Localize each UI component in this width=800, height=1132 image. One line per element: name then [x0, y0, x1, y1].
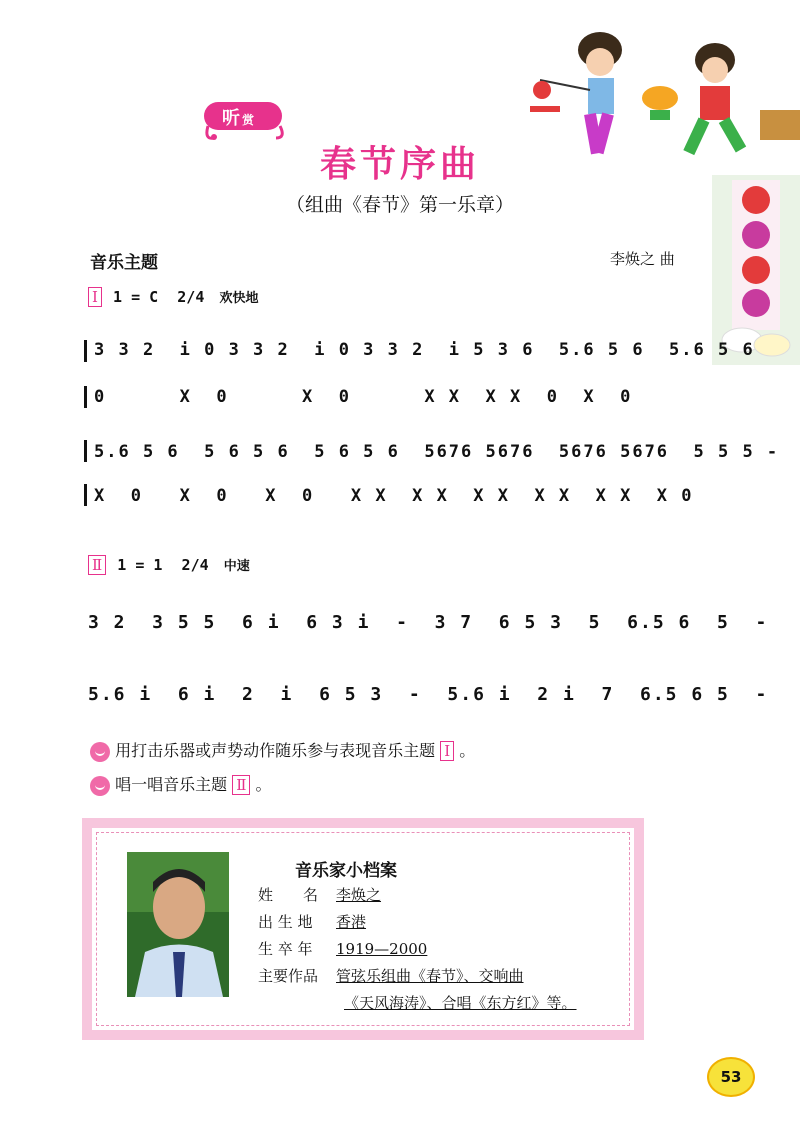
profile-row-birthplace	[258, 911, 366, 932]
barline	[84, 440, 87, 462]
composer-credit: 李焕之 曲	[610, 250, 675, 268]
rhythm-row-2: X 0 X 0 X 0 X X X X X X X X X X X 0	[94, 486, 694, 506]
profile-row-works	[258, 965, 524, 986]
children-illustration	[530, 30, 800, 170]
section-one-meter: 2/4	[177, 288, 205, 306]
instruction-1	[90, 738, 475, 762]
profile-works-continued	[344, 992, 577, 1013]
section-two-tempo: 中速	[223, 559, 250, 574]
section-two-meter: 2/4	[181, 556, 209, 574]
smiley-icon	[90, 776, 110, 796]
profile-value: 《天风海涛》、合唱《东方红》等。	[344, 994, 577, 1012]
instruction-1-mark: Ⅰ	[440, 741, 454, 761]
instruction-1-text: 用打击乐器或声势动作随乐参与表现音乐主题	[115, 741, 436, 760]
section-one-key: 1 = C	[113, 288, 159, 306]
section-one-mark: Ⅰ	[88, 287, 102, 307]
notation-row-2: 5.6 5 6 5 6 5 6 5 6 5 6 5676 5676 5676 5676 5 5 5 -	[94, 442, 780, 462]
profile-label: 出 生 地	[258, 913, 313, 931]
barline	[84, 484, 87, 506]
profile-value: 管弦乐组曲《春节》、交响曲	[336, 967, 524, 985]
profile-value: 1919—2000	[336, 940, 428, 958]
section-two-header	[88, 555, 250, 575]
profile-label: 主要作品	[258, 967, 319, 985]
section-one-tempo: 欢快地	[219, 291, 259, 306]
rhythm-row-1: 0 X 0 X 0 X X X X 0 X 0	[94, 387, 633, 407]
card-title: 音乐家小档案	[295, 861, 397, 881]
music-theme-label: 音乐主题	[90, 253, 158, 273]
page-subtitle: （组曲《春节》第一乐章）	[285, 194, 514, 216]
barline	[84, 386, 87, 408]
listen-label	[222, 104, 272, 128]
profile-label: 生 卒 年	[258, 940, 313, 958]
instruction-2-text: 唱一唱音乐主题	[115, 775, 228, 794]
section-two-mark: Ⅱ	[88, 555, 106, 575]
profile-row-years	[258, 938, 427, 959]
notation-row-4: 5.6 i 6 i 2 i 6 5 3 - 5.6 i 2 i 7 6.5 6 5 -	[88, 684, 769, 705]
notation-row-3: 3 2 3 5 5 6 i 6 3 i - 3 7 6 5 3 5 6.5 6 5 -	[88, 612, 769, 633]
profile-value: 李焕之	[336, 886, 382, 904]
smiley-icon	[90, 742, 110, 762]
page-title: 春节序曲	[319, 144, 480, 185]
instruction-2-mark: Ⅱ	[232, 775, 250, 795]
profile-row-name	[258, 884, 381, 905]
instruction-2	[90, 772, 272, 796]
section-two-key: 1 = 1	[117, 556, 163, 574]
composer-portrait	[127, 852, 229, 997]
profile-label: 姓 名	[258, 886, 319, 904]
lantern-decoration	[712, 175, 800, 365]
listen-small: 赏	[242, 113, 255, 127]
profile-value: 香港	[336, 913, 367, 931]
notation-row-1: 3 3 2 i 0 3 3 2 i 0 3 3 2 i 5 3 6 5.6 5 6 5.6 5 6	[94, 340, 755, 360]
instruction-2-end: 。	[255, 775, 272, 794]
barline	[84, 340, 87, 362]
section-one-header	[88, 287, 258, 307]
instruction-1-end: 。	[459, 741, 476, 760]
page-number: 53	[707, 1057, 755, 1097]
listen-main: 听	[222, 108, 240, 129]
